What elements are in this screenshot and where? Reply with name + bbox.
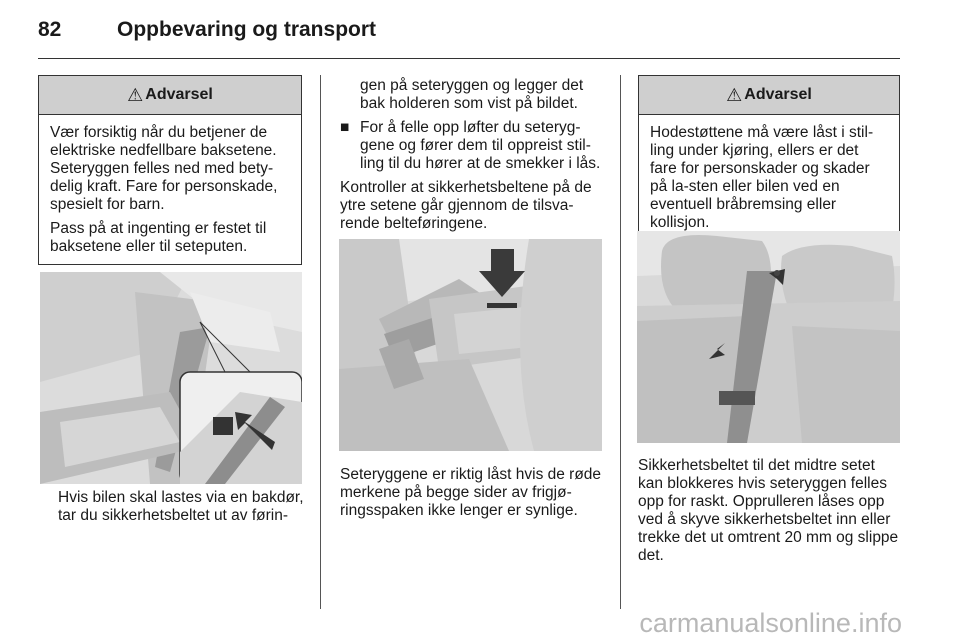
page-number: 82 <box>38 18 62 41</box>
caption-text: Hvis bilen skal lastes via en bakdør, tar du sikkerhetsbeltet ut av førin- <box>58 489 304 524</box>
warning-text: Vær forsiktig når du betjener de elektriske nedfellbare baksetene. Seteryggen felles ned med bety-delig kraft. Fare for personskade, spesielt for barn. <box>50 124 278 213</box>
warning-text: Pass på at ingenting er festet til baksetene eller til seteputen. <box>50 220 267 255</box>
right-column <box>638 75 900 241</box>
right-caption <box>638 457 902 571</box>
warning-title: Advarsel <box>145 86 213 103</box>
column-divider <box>620 75 621 609</box>
bullet-item <box>340 119 606 179</box>
warning-body <box>39 115 301 264</box>
seat-belt-holder-illustration <box>40 272 302 484</box>
warning-triangle-icon: ⚠ <box>726 85 743 105</box>
continuation-text: gen på seteryggen og legger det bak holderen som vist på bildet. <box>360 77 584 112</box>
warning-triangle-icon: ⚠ <box>127 85 144 105</box>
warning-box <box>38 75 302 265</box>
bullet-text: For å felle opp løfter du seteryg-gene og fører dem til oppreist stil-ling til du hører at de smekker i lås. <box>360 119 601 172</box>
left-column <box>38 75 302 265</box>
page-title: Oppbevaring og transport <box>117 18 377 41</box>
caption-text: Sikkerhetsbeltet til det midtre setet kan blokkeres hvis seteryggen felles opp for raskt. Opprulleren låses opp ved å skyve sikkerhetsbeltet inn eller trekke det ut omtrent 20 mm og slippe det. <box>638 457 899 564</box>
warning-header <box>639 76 899 115</box>
watermark: carmanualsonline.info <box>639 608 902 638</box>
warning-title: Advarsel <box>744 86 812 103</box>
body-text: Kontroller at sikkerhetsbeltene på de ytre setene går gjennom de tilsva-rende belteføringene. <box>340 179 592 232</box>
caption-text: Seteryggene er riktig låst hvis de røde merkene på begge sider av frigjø-ringsspaken ikke lenger er synlige. <box>340 466 602 519</box>
warning-body <box>639 115 899 240</box>
center-belt-illustration <box>637 231 900 443</box>
bullet-square-icon: ■ <box>340 119 350 136</box>
middle-column <box>340 77 606 239</box>
release-lever-illustration <box>339 239 602 451</box>
middle-caption <box>340 466 606 526</box>
warning-box <box>638 75 900 241</box>
left-caption <box>58 489 304 531</box>
warning-text: Hodestøttene må være låst i stil-ling under kjøring, ellers er det fare for personskader og skader på la-sten eller bilen ved en eventuell bråbremsing eller kollisjon. <box>650 124 874 231</box>
warning-header <box>39 76 301 115</box>
column-divider <box>320 75 321 609</box>
header-rule <box>38 58 900 59</box>
